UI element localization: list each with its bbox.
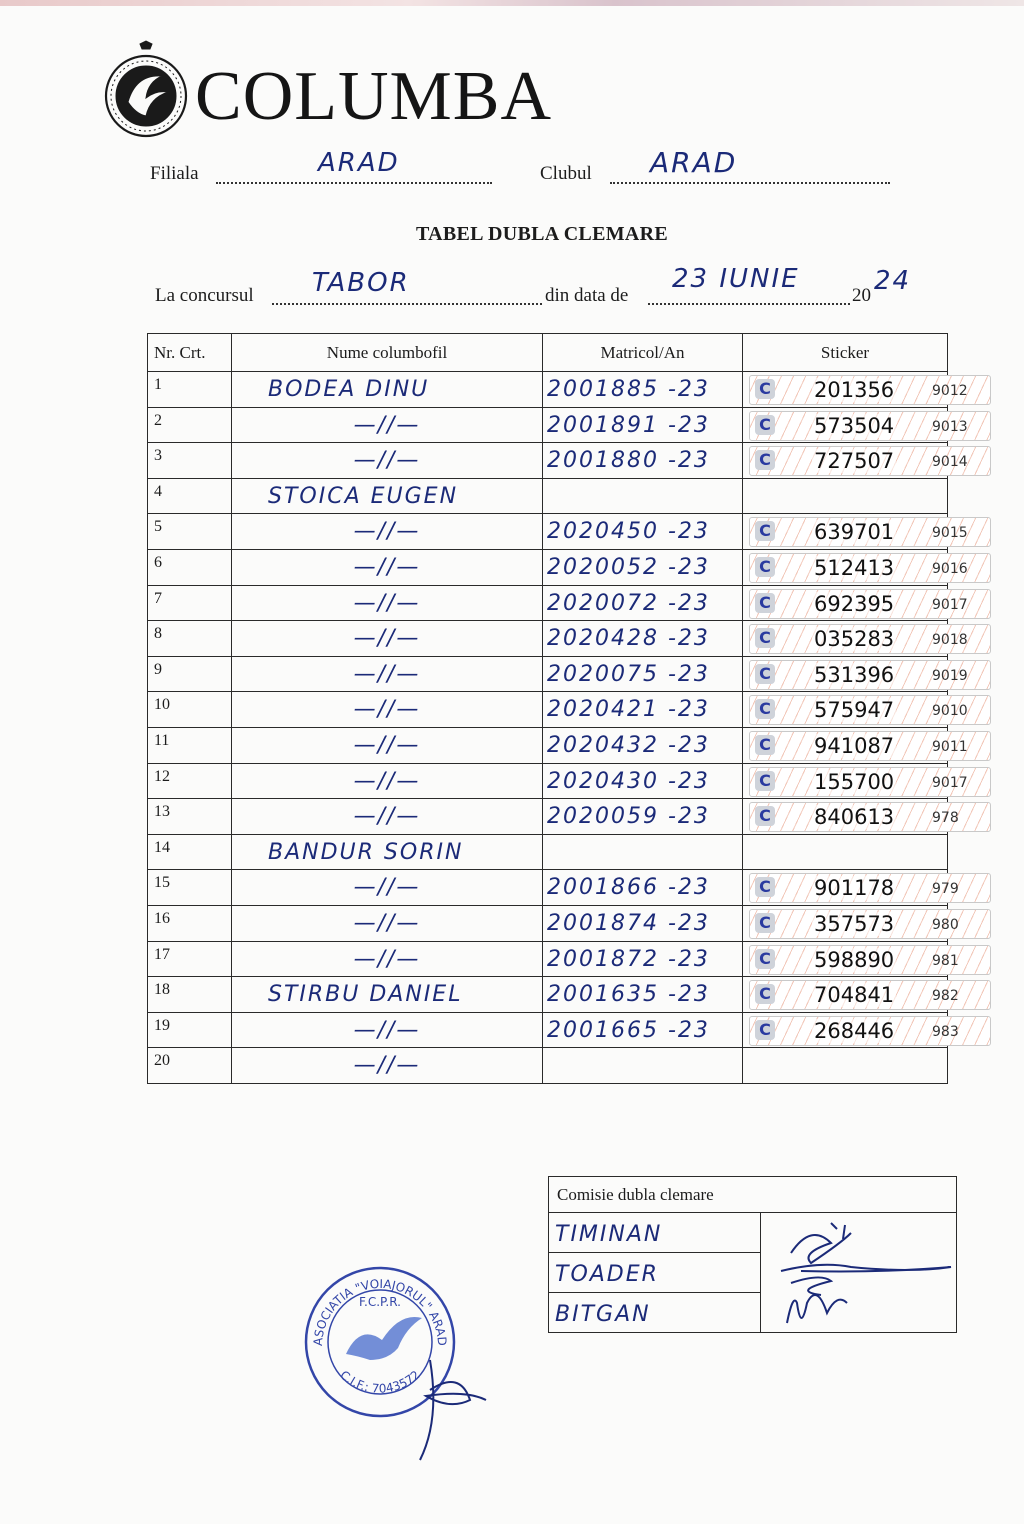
sticker-cell	[743, 372, 968, 408]
columba-c-icon: C	[755, 699, 775, 719]
columba-c-icon: C	[755, 1020, 775, 1040]
fancier-name: —//—	[353, 804, 421, 830]
column-header-sticker: Sticker	[743, 334, 948, 372]
committee-row	[549, 1213, 957, 1253]
matricol-cell	[543, 621, 743, 657]
double-clamp-table	[147, 333, 968, 1084]
columba-c-icon: C	[755, 521, 775, 541]
sticker-number: 639701	[814, 520, 895, 545]
row-number: 15	[148, 870, 232, 906]
top-edge-strip	[0, 0, 1024, 6]
matricol-value: 2020421 -23	[547, 697, 710, 723]
row-number: 9	[148, 656, 232, 692]
matricol-value: 2001891 -23	[547, 412, 710, 438]
sticker-suffix: 9017	[932, 774, 968, 791]
matricol-value: 2001874 -23	[547, 910, 710, 936]
committee-box	[548, 1176, 957, 1333]
matricol-cell	[543, 763, 743, 799]
year-value: 24	[874, 266, 912, 296]
fancier-name: —//—	[353, 412, 421, 438]
sticker-cell	[743, 977, 959, 1013]
matricol-cell	[543, 905, 743, 941]
column-header-nr: Nr. Crt.	[148, 334, 232, 372]
fancier-name-cell	[232, 799, 543, 835]
fancier-name-cell	[232, 514, 543, 550]
columba-c-icon: C	[755, 877, 775, 897]
sticker-label	[749, 980, 991, 1010]
matricol-cell	[543, 549, 743, 585]
sticker-number: 155700	[814, 769, 895, 794]
fancier-name-cell	[232, 1048, 543, 1084]
matricol-value: 2020432 -23	[547, 732, 710, 758]
committee-signature-scribbles	[761, 1213, 957, 1327]
fancier-name-cell	[232, 977, 543, 1013]
columba-c-icon: C	[755, 664, 775, 684]
table-row	[148, 478, 948, 514]
columba-c-icon: C	[755, 913, 775, 933]
row-number: 10	[148, 692, 232, 728]
fancier-name: —//—	[353, 448, 421, 474]
table-row	[148, 763, 948, 799]
table-row	[148, 905, 948, 941]
fancier-name: BODEA DINU	[268, 377, 430, 402]
sticker-suffix: 9019	[932, 667, 968, 684]
sticker-label	[749, 945, 991, 975]
sticker-cell	[743, 621, 968, 657]
fancier-name: —//—	[353, 590, 421, 616]
sticker-cell	[743, 549, 968, 585]
matricol-cell	[543, 870, 743, 906]
table-row	[148, 977, 948, 1013]
committee-signatures	[761, 1213, 957, 1333]
sticker-suffix: 9012	[932, 383, 968, 399]
sticker-cell	[743, 1012, 959, 1048]
sticker-label	[749, 873, 991, 903]
sticker-label	[749, 446, 991, 476]
sticker-cell	[743, 692, 968, 728]
sticker-suffix: 980	[932, 916, 959, 933]
contest-label: La concursul	[155, 285, 254, 306]
matricol-cell	[543, 478, 743, 514]
sticker-label	[749, 909, 991, 939]
table-row	[148, 727, 948, 763]
matricol-value	[543, 1048, 742, 1054]
sticker-cell	[743, 763, 968, 799]
row-number: 19	[148, 1012, 232, 1048]
clubul-label: Clubul	[540, 163, 592, 184]
sticker-cell	[743, 727, 968, 763]
sticker-suffix: 9015	[932, 525, 968, 542]
row-number: 16	[148, 905, 232, 941]
sticker-number: 901178	[814, 876, 895, 901]
fancier-name-cell	[232, 941, 543, 977]
table-row	[148, 407, 948, 443]
sticker-label	[749, 660, 991, 690]
sticker-suffix: 982	[932, 988, 959, 1005]
sticker-label	[749, 589, 991, 619]
table-row	[148, 1012, 948, 1048]
columba-c-icon: C	[755, 628, 775, 648]
table-row	[148, 870, 948, 906]
matricol-value: 2020450 -23	[547, 519, 710, 545]
table-row	[148, 692, 948, 728]
fancier-name-cell	[232, 585, 543, 621]
matricol-value: 2001872 -23	[547, 946, 710, 972]
columba-c-icon: C	[755, 984, 775, 1004]
row-number: 5	[148, 514, 232, 550]
clubul-dotted-line	[610, 182, 890, 184]
sticker-cell	[743, 905, 959, 941]
sticker-label	[749, 802, 991, 832]
fancier-name: —//—	[353, 732, 421, 758]
stamp-signature	[400, 1350, 500, 1470]
table-row	[148, 834, 948, 870]
row-number: 20	[148, 1048, 232, 1084]
sticker-label	[749, 411, 991, 441]
stamp-bottom-text: C.I.F.: 7043572	[337, 1367, 423, 1396]
matricol-value: 2020075 -23	[547, 661, 710, 687]
columba-c-icon: C	[755, 450, 775, 470]
matricol-cell	[543, 1012, 743, 1048]
row-number: 1	[148, 372, 232, 408]
committee-title: Comisie dubla clemare	[549, 1177, 957, 1213]
sticker-number: 357573	[814, 911, 895, 936]
sticker-label	[749, 1016, 991, 1046]
columba-logo	[100, 40, 192, 140]
sticker-label	[749, 553, 991, 583]
row-number: 12	[148, 763, 232, 799]
brand-name: COLUMBA	[195, 58, 553, 135]
row-number: 18	[148, 977, 232, 1013]
filiala-value: ARAD	[318, 148, 400, 178]
columba-c-icon: C	[755, 379, 775, 399]
sticker-number: 573504	[814, 413, 895, 438]
stamp-center-text: F.C.P.R.	[359, 1295, 401, 1309]
matricol-value: 2001665 -23	[547, 1017, 710, 1043]
matricol-value	[543, 479, 742, 485]
sticker-label	[749, 767, 991, 797]
matricol-cell	[543, 692, 743, 728]
columba-c-icon: C	[755, 735, 775, 755]
fancier-name: STIRBU DANIEL	[268, 982, 463, 1008]
sticker-number: 692395	[814, 591, 895, 616]
matricol-value: 2001885 -23	[547, 377, 710, 402]
fancier-name: —//—	[353, 946, 421, 972]
row-number: 8	[148, 621, 232, 657]
sticker-number: 512413	[814, 555, 895, 580]
fancier-name-cell	[232, 727, 543, 763]
sticker-suffix: 983	[932, 1023, 959, 1040]
fancier-name-cell	[232, 407, 543, 443]
fancier-name-cell	[232, 443, 543, 479]
sticker-suffix: 9010	[932, 703, 968, 720]
matricol-cell	[543, 443, 743, 479]
fancier-name: STOICA EUGEN	[268, 483, 459, 509]
matricol-cell	[543, 727, 743, 763]
sticker-cell	[743, 443, 968, 479]
matricol-value: 2001635 -23	[547, 982, 710, 1008]
row-number: 11	[148, 727, 232, 763]
matricol-value: 2020072 -23	[547, 590, 710, 616]
sticker-label	[749, 624, 991, 654]
fancier-name: —//—	[353, 626, 421, 652]
columba-c-icon: C	[755, 771, 775, 791]
sticker-number: 531396	[814, 662, 895, 687]
sticker-number: 941087	[814, 733, 895, 758]
sticker-suffix: 979	[932, 881, 959, 898]
sticker-cell	[743, 478, 948, 514]
column-header-matricol: Matricol/An	[543, 334, 743, 372]
stamp-top-text: ASOCIATIA "VOIAJORUL" ARAD	[310, 1276, 450, 1347]
columba-c-icon: C	[755, 415, 775, 435]
fancier-name-cell	[232, 763, 543, 799]
sticker-suffix: 9011	[932, 738, 968, 755]
table-row	[148, 656, 948, 692]
fancier-name-cell	[232, 621, 543, 657]
table-row	[148, 941, 948, 977]
fancier-name-cell	[232, 870, 543, 906]
sticker-suffix: 978	[932, 810, 959, 827]
sticker-number: 035283	[814, 627, 895, 652]
matricol-value: 2001866 -23	[547, 875, 710, 901]
fancier-name: —//—	[353, 875, 421, 901]
committee-member-name: BITGAN	[555, 1302, 651, 1327]
sticker-cell	[743, 941, 959, 977]
sticker-suffix: 9018	[932, 632, 968, 649]
date-label: din data de	[545, 285, 629, 306]
matricol-cell	[543, 407, 743, 443]
sticker-cell	[743, 514, 968, 550]
fancier-name-cell	[232, 478, 543, 514]
row-number: 7	[148, 585, 232, 621]
document-title: TABEL DUBLA CLEMARE	[415, 223, 669, 245]
matricol-value: 2020428 -23	[547, 626, 710, 652]
committee-member-name: TOADER	[555, 1262, 659, 1287]
fancier-name: BANDUR SORIN	[268, 839, 464, 865]
row-number: 6	[148, 549, 232, 585]
table-row	[148, 621, 948, 657]
table-header-row	[148, 334, 948, 372]
filiala-label: Filiala	[150, 163, 199, 184]
sticker-cell	[743, 799, 959, 835]
fancier-name: —//—	[353, 910, 421, 936]
column-header-name: Nume columbofil	[232, 334, 543, 372]
columba-c-icon: C	[755, 557, 775, 577]
fancier-name-cell	[232, 1012, 543, 1048]
sticker-suffix: 9014	[932, 454, 968, 471]
sticker-cell	[743, 656, 968, 692]
sticker-suffix: 981	[932, 952, 959, 969]
fancier-name-cell	[232, 905, 543, 941]
year-prefix: 20	[852, 285, 871, 306]
matricol-cell	[543, 977, 743, 1013]
sticker-number: 840613	[814, 805, 895, 830]
columba-c-icon: C	[755, 806, 775, 826]
row-number: 4	[148, 478, 232, 514]
matricol-cell	[543, 1048, 743, 1084]
sticker-number: 727507	[814, 449, 895, 474]
table-row	[148, 585, 948, 621]
matricol-value	[543, 835, 742, 841]
sticker-label	[749, 517, 991, 547]
sticker-label	[749, 695, 991, 725]
matricol-value: 2020052 -23	[547, 554, 710, 580]
sticker-cell	[743, 870, 959, 906]
fancier-name-cell	[232, 372, 543, 408]
matricol-value: 2001880 -23	[547, 448, 710, 474]
matricol-cell	[543, 372, 743, 408]
fancier-name: —//—	[353, 1053, 421, 1079]
date-value: 23 IUNIE	[672, 264, 800, 294]
sticker-suffix: 9017	[932, 596, 968, 613]
sticker-number: 268446	[814, 1018, 895, 1043]
matricol-cell	[543, 799, 743, 835]
fancier-name-cell	[232, 656, 543, 692]
sticker-number: 201356	[814, 378, 895, 402]
fancier-name: —//—	[353, 697, 421, 723]
date-dotted-line	[648, 303, 850, 305]
row-number: 14	[148, 834, 232, 870]
table-row	[148, 372, 948, 408]
table-row	[148, 1048, 948, 1084]
committee-member-name: TIMINAN	[555, 1222, 663, 1247]
fancier-name-cell	[232, 834, 543, 870]
sticker-cell	[743, 407, 968, 443]
fancier-name-cell	[232, 692, 543, 728]
matricol-value: 2020059 -23	[547, 804, 710, 830]
columba-c-icon: C	[755, 949, 775, 969]
sticker-cell	[743, 1048, 948, 1084]
row-number: 17	[148, 941, 232, 977]
table-row	[148, 514, 948, 550]
contest-value: TABOR	[312, 268, 410, 298]
row-number: 2	[148, 407, 232, 443]
columba-c-icon: C	[755, 593, 775, 613]
sticker-cell	[743, 585, 968, 621]
table-row	[148, 443, 948, 479]
clubul-value: ARAD	[650, 146, 738, 179]
fancier-name: —//—	[353, 768, 421, 794]
table-row	[148, 549, 948, 585]
sticker-number: 704841	[814, 983, 895, 1008]
fancier-name: —//—	[353, 519, 421, 545]
fancier-name-cell	[232, 549, 543, 585]
filiala-dotted-line	[216, 182, 492, 184]
sticker-label	[749, 375, 991, 405]
sticker-suffix: 9013	[932, 418, 968, 435]
row-number: 3	[148, 443, 232, 479]
matricol-cell	[543, 834, 743, 870]
contest-dotted-line	[272, 303, 542, 305]
sticker-suffix: 9016	[932, 560, 968, 577]
matricol-cell	[543, 656, 743, 692]
matricol-cell	[543, 585, 743, 621]
table-row	[148, 799, 948, 835]
matricol-value: 2020430 -23	[547, 768, 710, 794]
sticker-label	[749, 731, 991, 761]
sticker-number: 598890	[814, 947, 895, 972]
matricol-cell	[543, 514, 743, 550]
row-number: 13	[148, 799, 232, 835]
fancier-name: —//—	[353, 554, 421, 580]
sticker-cell	[743, 834, 948, 870]
fancier-name: —//—	[353, 661, 421, 687]
matricol-cell	[543, 941, 743, 977]
sticker-number: 575947	[814, 698, 895, 723]
fancier-name: —//—	[353, 1017, 421, 1043]
